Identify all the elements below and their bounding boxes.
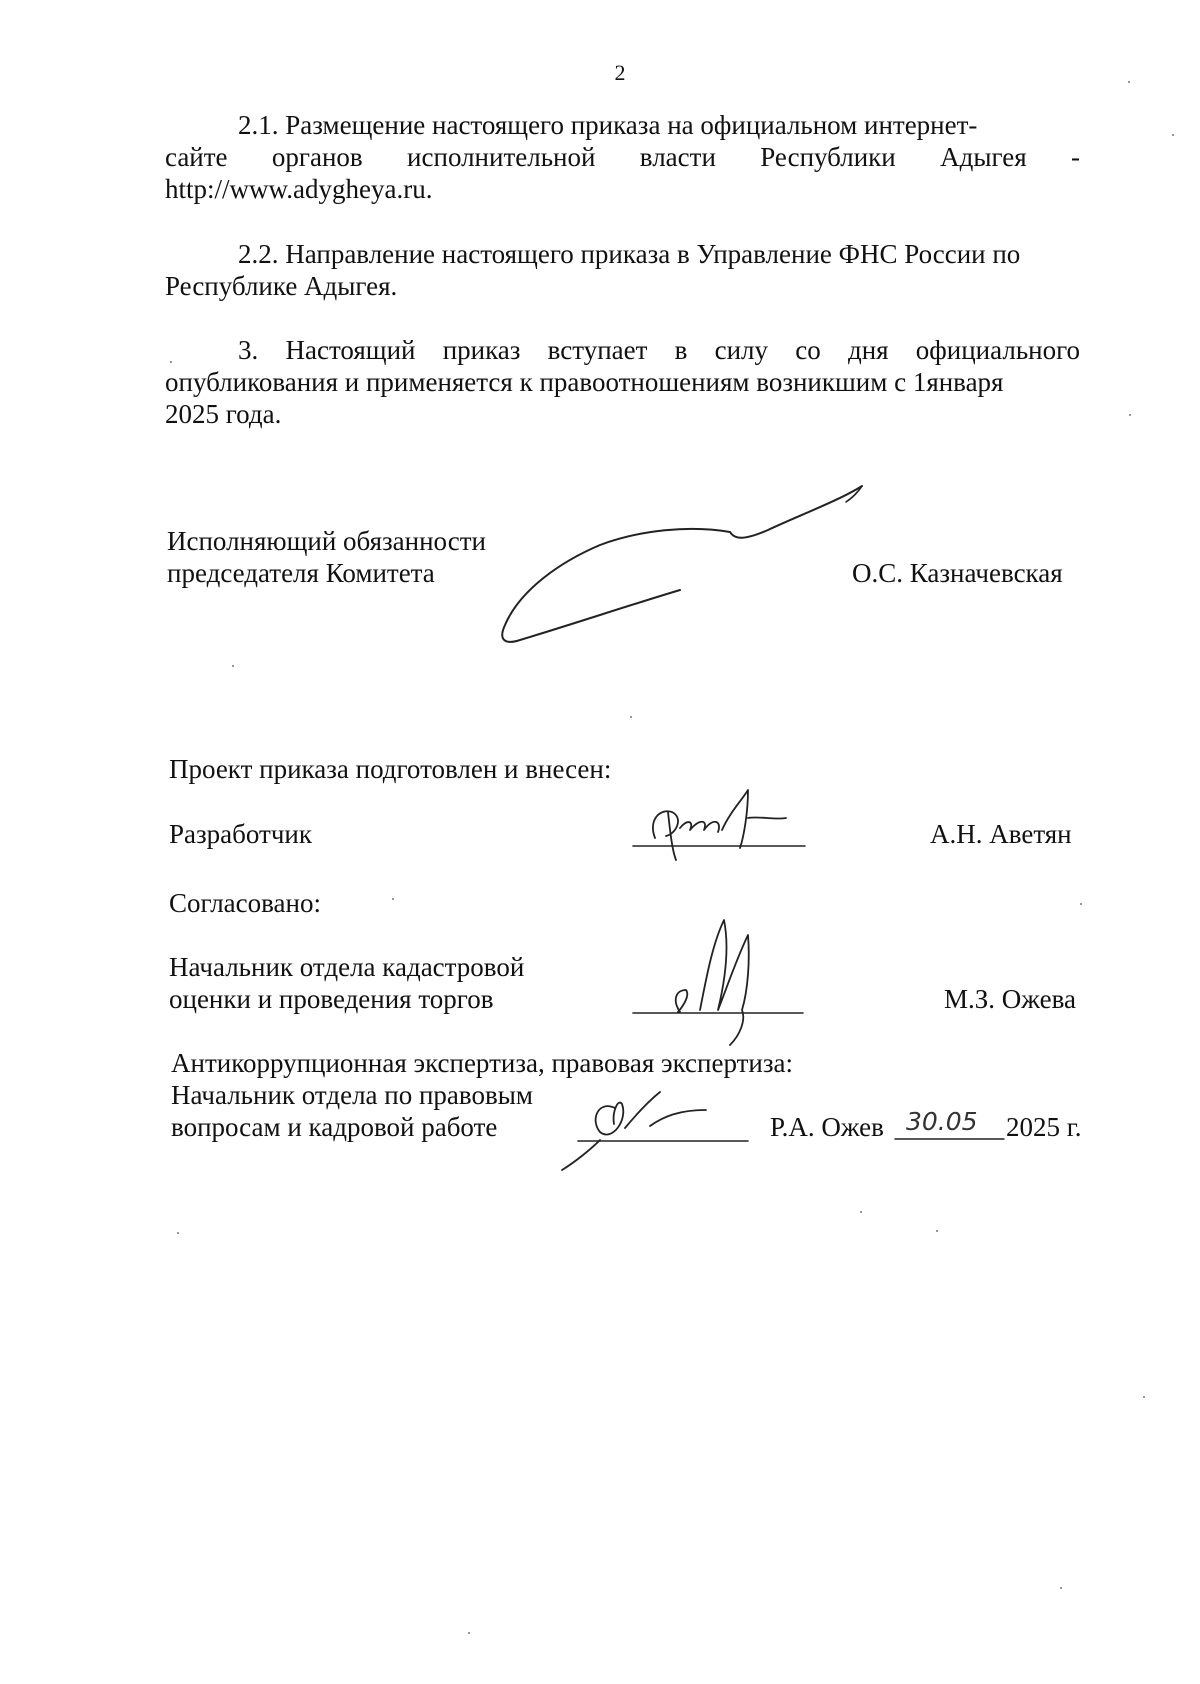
p3-line1: 3. Настоящий приказ вступает в силу со дня официального: [238, 335, 1080, 365]
scan-speck: [936, 1230, 938, 1232]
scan-speck: [860, 1211, 862, 1213]
approver-role-line2: оценки и проведения торгов: [169, 984, 494, 1014]
scan-speck: [232, 665, 234, 667]
signatory-title-line2: председателя Комитета: [167, 558, 435, 588]
expertise-role-line2: вопросам и кадровой работе: [171, 1112, 498, 1142]
scan-speck: [392, 898, 394, 900]
signature-avetyan: [653, 790, 786, 860]
p21-line3: http://www.adygheya.ru.: [165, 174, 433, 204]
project-note: Проект приказа подготовлен и внесен:: [169, 754, 612, 784]
scan-speck: [170, 361, 172, 363]
scan-speck: [1172, 134, 1174, 136]
approver-role-line1: Начальник отдела кадастровой: [169, 952, 525, 982]
scan-speck: [1129, 414, 1131, 416]
expertise-year: 2025 г.: [1006, 1112, 1082, 1142]
p3-line3: 2025 года.: [165, 399, 282, 429]
p21-line1: 2.1. Размещение настоящего приказа на официальном интернет-: [238, 110, 978, 140]
expertise-heading: Антикоррупционная экспертиза, правовая экспертиза:: [171, 1048, 794, 1078]
scan-speck: [1060, 1587, 1062, 1589]
p22-line1: 2.2. Направление настоящего приказа в Управление ФНС России по: [238, 239, 1021, 269]
scan-speck: [468, 1632, 470, 1634]
p21-line2: сайте органов исполнительной власти Республики Адыгея -: [165, 142, 1080, 172]
approver-name: М.З. Ожева: [944, 984, 1076, 1014]
developer-name: А.Н. Аветян: [930, 819, 1072, 849]
scan-speck: [177, 1232, 179, 1234]
signatory-name: О.С. Казначевская: [852, 558, 1063, 588]
p22-line2: Республике Адыгея.: [165, 271, 398, 301]
expertise-name: Р.А. Ожев: [770, 1112, 884, 1142]
signatory-title-line1: Исполняющий обязанности: [167, 526, 486, 556]
scan-speck: [630, 716, 632, 718]
scan-speck: [1080, 903, 1082, 905]
scan-speck: [1128, 81, 1130, 83]
developer-role: Разработчик: [169, 819, 312, 849]
signature-ozhev: [562, 1092, 706, 1170]
scan-speck: [1143, 1396, 1145, 1398]
agreed-label: Согласовано:: [169, 888, 321, 918]
expertise-date-handwritten: 30.05: [906, 1107, 978, 1136]
p3-line2: опубликования и применяется к правоотношениям возникшим с 1января: [165, 367, 1004, 397]
page-number: 2: [614, 60, 626, 85]
expertise-role-line1: Начальник отдела по правовым: [171, 1080, 533, 1110]
signature-ozheva: [676, 920, 749, 1045]
signature-kaznachevskaya: [502, 486, 862, 642]
